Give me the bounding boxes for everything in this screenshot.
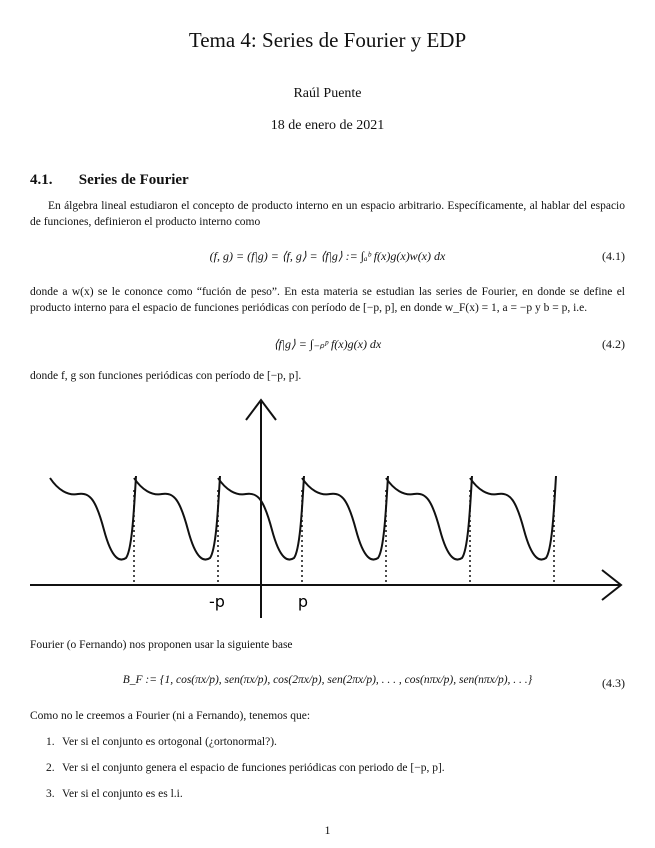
periodic-curve [50,476,556,560]
section-number: 4.1. [30,172,53,188]
document-title: Tema 4: Series de Fourier y EDP [188,28,467,52]
paragraph-periodic-functions: donde f, g son funciones periódicas con período de [−p, p]. [30,370,302,382]
paragraph-tasks-intro: Como no le creemos a Fourier (ni a Fernando), tenemos que: [30,710,311,722]
list-item: 3. Ver si el conjunto es es l.i. [46,788,183,800]
label-minus-p: -p [209,592,225,611]
periodic-function-figure [0,390,655,625]
section-title: Series de Fourier [78,172,189,188]
equation-number: (4.1) [602,249,625,263]
equation-number: (4.2) [602,337,625,351]
equation-number: (4.3) [602,676,625,690]
period-markers [134,490,554,585]
equation-body: (f, g) = (f|g) = ⟨f, g⟩ = ⟨f|g⟩ := ∫ₐᵇ f(x)g(x)w(x) dx [209,249,446,263]
paragraph-inner-product: En álgebra lineal estudiaron el concepto de producto interno en un espacio arbitrario. Específicamente, al hablar del espacio de funciones, definieron el producto interno como [30,200,625,228]
equation-4-3 [30,664,625,704]
curve-period-2 [134,476,220,560]
date: 18 de enero de 2021 [270,118,385,133]
equation-body: ⟨f|g⟩ = ∫₋ₚᵖ f(x)g(x) dx [273,337,382,351]
paragraph-basis: Fourier (o Fernando) nos proponen usar la siguiente base [30,639,293,651]
curve-period-1 [50,476,136,560]
curve-period-6 [470,476,556,560]
curve-period-4 [302,476,388,560]
equation-body: B_F := {1, cos(πx/p), sen(πx/p), cos(2πx/p), sen(2πx/p), . . . , cos(nπx/p), sen(nπx/p), . . .} [122,674,533,686]
curve-period-5 [386,476,472,560]
equation-4-2 [30,330,625,360]
author: Raúl Puente [293,86,362,101]
label-p: p [297,592,309,611]
list-item: 2. Ver si el conjunto genera el espacio de funciones periódicas con periodo de [−p, p]. [46,762,445,774]
paragraph-weight-function: donde a w(x) se le cononce como “fución de peso”. En esta materia se estudian las series de Fourier, en donde se define el producto interno para el espacio de funciones periódicas con período de [−p, p], en donde w_F(x) = 1, a = −p y b = p, i.e. [30,286,625,314]
page-number: 1 [324,823,331,837]
section-heading [30,172,189,189]
list-item: 1. Ver si el conjunto es ortogonal (¿ortonormal?). [46,736,277,748]
equation-4-1 [30,240,625,270]
